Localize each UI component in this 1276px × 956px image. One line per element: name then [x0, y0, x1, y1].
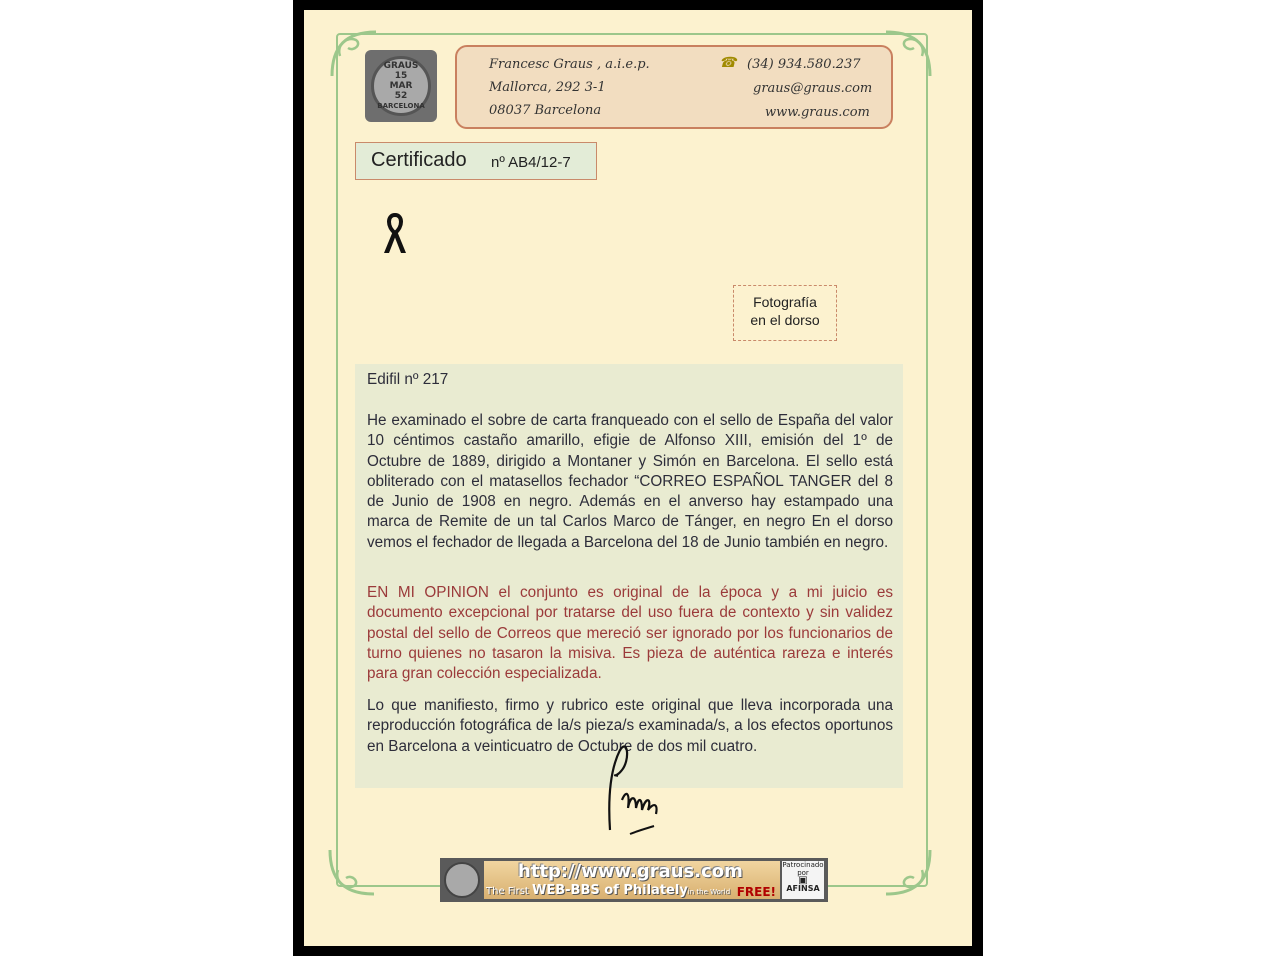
- banner-seal-icon: [444, 862, 480, 898]
- ornament-corner-icon: [324, 844, 380, 900]
- certificate-title: Certificado: [371, 149, 467, 171]
- opinion-lead: EN MI OPINION: [367, 584, 489, 601]
- photo-note-line: en el dorso: [750, 312, 820, 328]
- seal-text: BARCELONA: [377, 102, 425, 110]
- signature-icon: [600, 730, 670, 840]
- stamp-description: He examinado el sobre de carta franqueado con el sello de España del valor 10 céntimos castaño amarillo, efigie de Alfonso XIII, emisión del 1º de Octubre de 1889, dirigido a Montaner y Simón en Barcelona. El sello está obliterado con el matasellos fechador “CORREO ESPAÑOL TANGER del 8 de Junio de 1908 en negro. Además en el anverso hay estampado una marca de Remite de un tal Carlos Marco de Tánger, en negro En el dorso vemos el fechador de llegada a Barcelona del 18 de Junio también en negro.: [367, 412, 893, 551]
- street-address: Mallorca, 292 3-1: [489, 80, 606, 95]
- banner-tag-main: WEB-BBS of Philately: [532, 883, 688, 898]
- expert-opinion: [367, 583, 893, 684]
- ornament-corner-icon: [880, 844, 936, 900]
- certificate-title-box: [355, 142, 597, 180]
- company-name: Francesc Graus , a.i.e.p.: [489, 57, 650, 72]
- seal-text: 52: [394, 91, 408, 101]
- closing-statement: Lo que manifiesto, firmo y rubrico este original que lleva incorporada una reproducción fotográfica de la/s pieza/s examinada/s, a los efectos oportunos en Barcelona a veinticuatro de Octubre de dos mil cuatro.: [367, 697, 893, 755]
- city-address: 08037 Barcelona: [489, 103, 602, 118]
- sponsor-line: por: [797, 869, 809, 877]
- banner-text-area: [484, 861, 780, 899]
- seal-text: GRAUS: [383, 61, 419, 71]
- sponsor-logo-icon: ▣: [798, 875, 808, 886]
- opinion-text: el conjunto es original de la época y a mi juicio es documento excepcional por tratarse del uso fuera de contexto y sin validez postal del sello de Correos que mereció ser ignorado por los funcionarios de turno quienes no tasaron la misiva. Es pieza de auténtica rareza e interés para gran colección especializada.: [367, 584, 893, 683]
- seal-text: 15: [394, 71, 408, 81]
- phone-icon: ☎: [719, 55, 737, 71]
- email-link[interactable]: graus@graus.com: [753, 81, 873, 96]
- graus-web-banner[interactable]: [440, 858, 828, 902]
- sponsor-name: AFINSA: [786, 884, 820, 893]
- contact-header: [455, 45, 893, 129]
- sponsor-box: [782, 861, 824, 899]
- banner-url[interactable]: http://www.graus.com: [518, 861, 743, 882]
- certificate-number: nº AB4/12-7: [491, 154, 571, 171]
- banner-tag-suffix: in the World: [687, 888, 731, 896]
- banner-tag-prefix: The First: [486, 886, 533, 897]
- banner-free: FREE!: [736, 885, 776, 899]
- banner-tagline: [486, 883, 730, 898]
- mourning-ribbon-icon: [381, 213, 409, 255]
- website-link[interactable]: www.graus.com: [765, 105, 870, 120]
- photo-note-line: Fotografía: [753, 294, 817, 310]
- graus-seal: [365, 50, 437, 122]
- phone-number: (34) 934.580.237: [747, 57, 861, 72]
- photo-note-box: [733, 285, 837, 341]
- seal-stamp-icon: [371, 56, 431, 116]
- sponsor-line: Patrocinado: [782, 861, 824, 869]
- seal-text: MAR: [389, 81, 413, 91]
- edifil-reference: Edifil nº 217: [367, 371, 449, 388]
